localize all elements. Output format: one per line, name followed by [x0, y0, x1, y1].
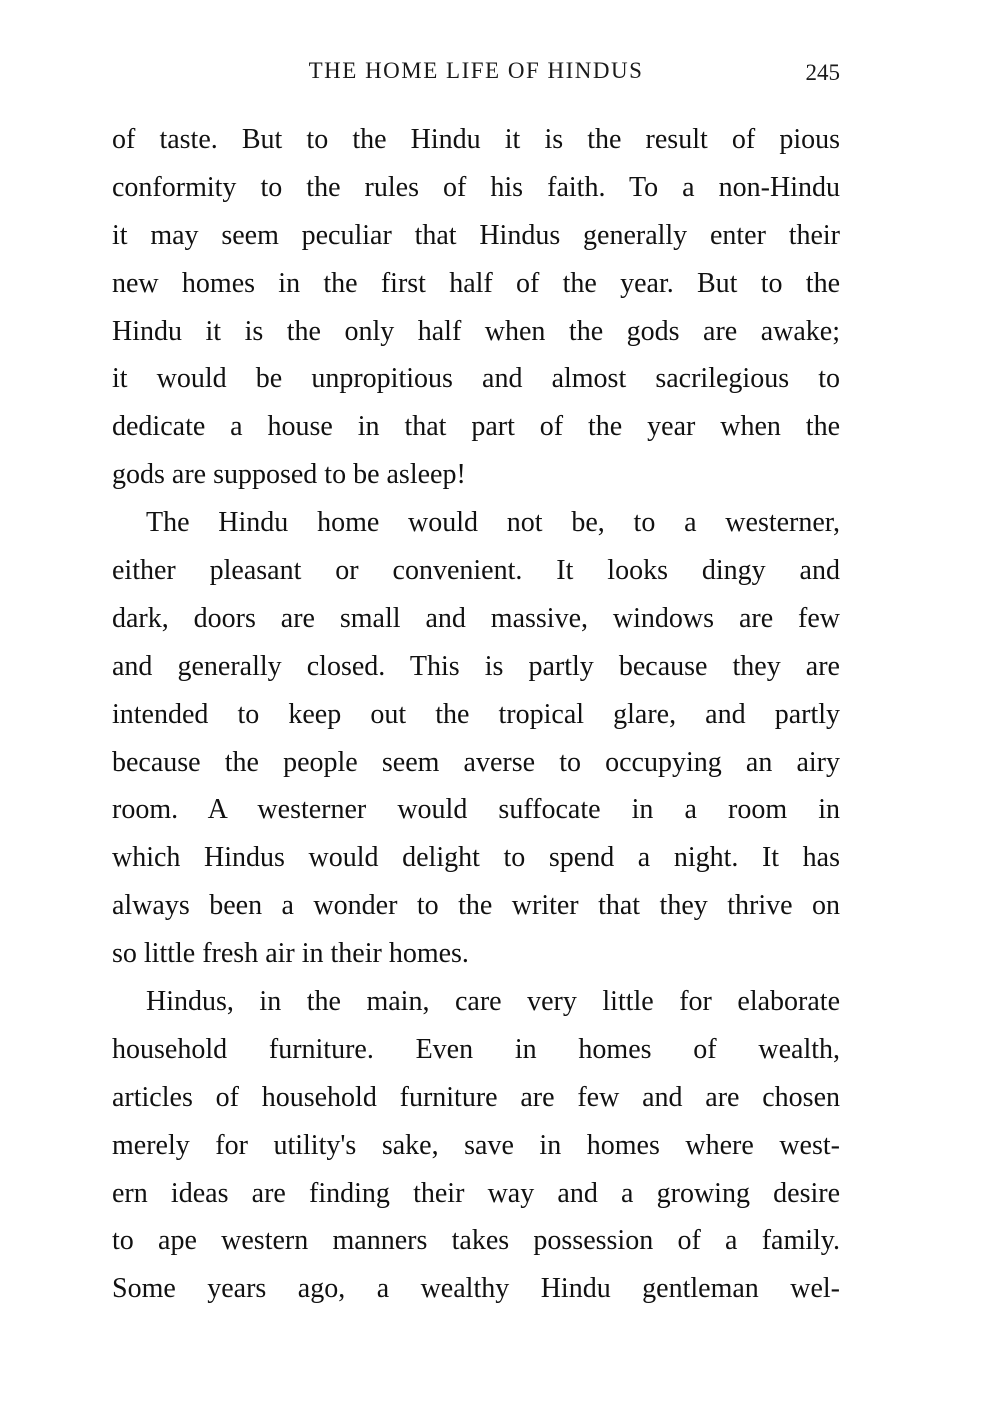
text-line: either pleasant or convenient. It looks dingy and [112, 555, 840, 587]
text-line: Hindu it is the only half when the gods are awake; [112, 315, 840, 347]
text-line: Some years ago, a wealthy Hindu gentleman wel- [112, 1273, 840, 1305]
text-line: so little fresh air in their homes. [112, 938, 469, 970]
text-line: intended to keep out the tropical glare, and partly [112, 698, 840, 730]
text-line: gods are supposed to be asleep! [112, 459, 466, 491]
text-line: because the people seem averse to occupying an airy [112, 746, 840, 778]
text-line: which Hindus would delight to spend a night. It has [112, 842, 840, 874]
text-line: it may seem peculiar that Hindus generally enter their [112, 219, 840, 251]
text-line: always been a wonder to the writer that they thrive on [112, 890, 840, 922]
text-line: conformity to the rules of his faith. To a non-Hindu [112, 171, 840, 203]
page-number: 245 [805, 60, 840, 85]
text-line: to ape western manners takes possession of a family. [112, 1225, 840, 1257]
text-line: and generally closed. This is partly because they are [112, 650, 840, 682]
text-line: household furniture. Even in homes of wealth, [112, 1033, 840, 1065]
text-line: Hindus, in the main, care very little for elaborate [146, 986, 840, 1018]
text-line: it would be unpropitious and almost sacrilegious to [112, 363, 840, 395]
text-line: room. A westerner would suffocate in a room in [112, 794, 840, 826]
running-head [112, 58, 840, 92]
text-line: of taste. But to the Hindu it is the result of pious [112, 124, 840, 155]
text-line: ern ideas are finding their way and a growing desire [112, 1177, 840, 1209]
text-line: articles of household furniture are few and are chosen [112, 1081, 840, 1113]
text-line: dedicate a house in that part of the year when the [112, 411, 840, 443]
text-line: dark, doors are small and massive, windows are few [112, 602, 840, 634]
paragraph-3 [112, 978, 840, 1313]
paragraph-1 [112, 116, 840, 499]
running-title: THE HOME LIFE OF HINDUS [308, 58, 644, 83]
text-line: The Hindu home would not be, to a westerner, [146, 507, 840, 539]
text-line: merely for utility's sake, save in homes where west- [112, 1129, 840, 1161]
text-line: new homes in the first half of the year. But to the [112, 267, 840, 299]
paragraph-2 [112, 499, 840, 978]
text-body [112, 116, 840, 1313]
